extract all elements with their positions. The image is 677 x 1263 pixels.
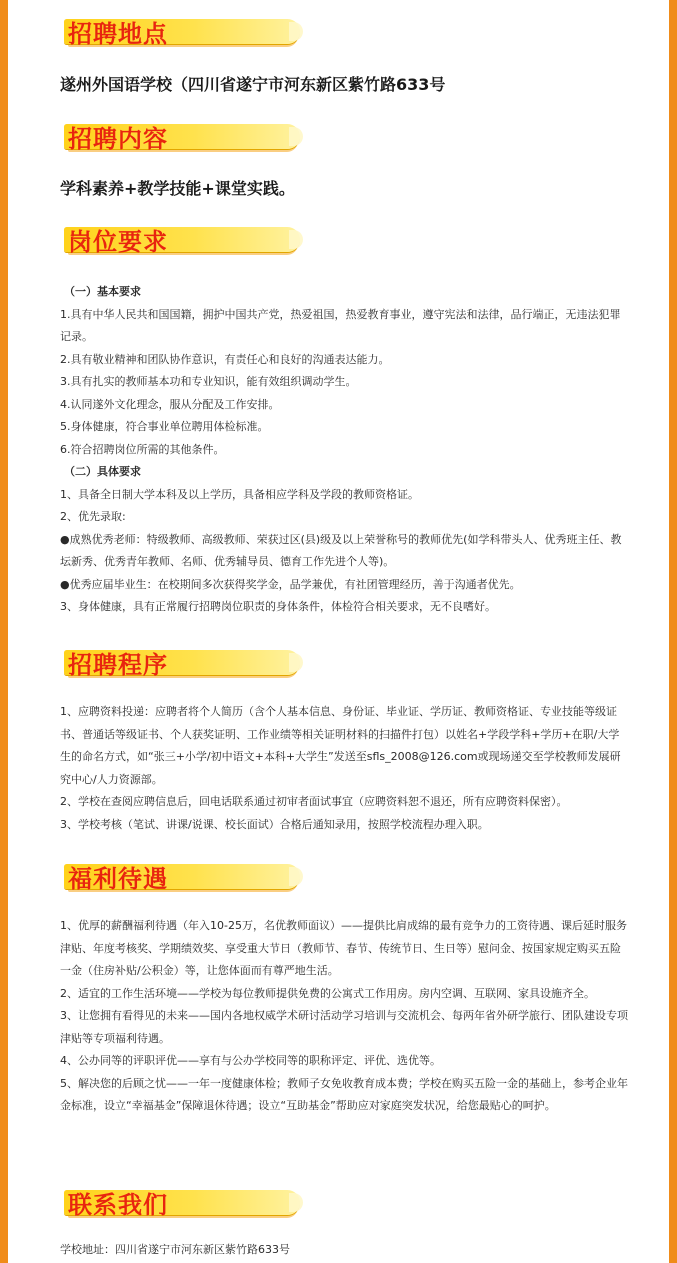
list-item: ●优秀应届毕业生：在校期间多次获得奖学金，品学兼优，有社团管理经历，善于沟通者优先。	[60, 577, 521, 591]
location-text: 遂州外国语学校（四川省遂宁市河东新区紫竹路633号	[60, 75, 446, 94]
subheading-specific: （二）具体要求	[64, 465, 141, 478]
list-item: 3、身体健康，具有正常履行招聘岗位职责的身体条件，体检符合相关要求，无不良嗜好。	[60, 600, 496, 613]
list-item: ●成熟优秀老师：特级教师、高级教师、荣获过区(县)级及以上荣誉称号的教师优先(如学科带头人、优秀班主任、教坛新秀、优秀青年教师、名师、优秀辅导员、德育工作先进个人等)。	[60, 532, 622, 568]
section-title: 联系我们	[68, 1191, 168, 1219]
list-item: 5.身体健康，符合事业单位聘用体检标准。	[60, 420, 269, 433]
section-banner-contact	[58, 1183, 302, 1221]
list-item: 1、具备全日制大学本科及以上学历，具备相应学科及学段的教师资格证。	[60, 487, 419, 501]
section-banner-benefits	[58, 857, 302, 895]
section-title: 招聘地点	[68, 20, 168, 48]
list-item: 6.符合招聘岗位所需的其他条件。	[60, 442, 225, 456]
list-item: 2、学校在查阅应聘信息后，回电话联系通过初审者面试事宜（应聘资料恕不退还，所有应聘资料保密）。	[60, 795, 568, 808]
benefits-body	[60, 915, 630, 1118]
list-item: 2、适宜的工作生活环境——学校为每位教师提供免费的公寓式工作用房。房内空调、互联网、家具设施齐全。	[60, 986, 595, 1000]
list-item: 5、解决您的后顾之忧——一年一度健康体检；教师子女免收教育成本费；学校在购买五险一金的基础上，参考企业年金标准，设立“幸福基金”保障退休待遇；设立“互助基金”帮助应对家庭突发状况，给您最贴心的呵护。	[60, 1076, 628, 1112]
section-banner-location	[58, 12, 302, 50]
section-title: 招聘程序	[68, 651, 168, 679]
page-border-left	[0, 0, 8, 1263]
subheading-basic: （一）基本要求	[64, 285, 141, 298]
section-banner-requirements	[58, 220, 302, 258]
section-title: 招聘内容	[68, 125, 168, 153]
list-item: 2.具有敬业精神和团队协作意识，有责任心和良好的沟通表达能力。	[60, 352, 390, 366]
list-item: 2、优先录取:	[60, 510, 126, 523]
list-item: 3、让您拥有看得见的未来——国内各地权威学术研讨活动学习培训与交流机会、每两年省外研学旅行、团队建设专项津贴等专项福利待遇。	[60, 1009, 628, 1045]
content-text: 学科素养+教学技能+课堂实践。	[60, 179, 295, 198]
list-item: 3.具有扎实的教师基本功和专业知识，能有效组织调动学生。	[60, 375, 357, 388]
list-item: 1.具有中华人民共和国国籍，拥护中国共产党，热爱祖国，热爱教育事业，遵守宪法和法律，品行端正，无违法犯罪记录。	[60, 307, 621, 343]
recruitment-article	[8, 0, 669, 1263]
list-item: 4.认同遂外文化理念，服从分配及工作安排。	[60, 397, 280, 411]
list-item: 4、公办同等的评职评优——享有与公办学校同等的职称评定、评优、选优等。	[60, 1054, 441, 1067]
list-item: 1、应聘资料投递：应聘者将个人简历（含个人基本信息、身份证、毕业证、学历证、教师资格证、专业技能等级证书、普通话等级证书、个人获奖证明、工作业绩等相关证明材料的扫描件打包）以姓名+学段学科+学历+在职/大学生的命名方式，如“张三+小学/初中语文+本科+大学生”发送至sfls_2008@126.com或现场递交至学校教师发展研究中心/人力资源部。	[60, 705, 621, 786]
section-title: 岗位要求	[68, 228, 168, 256]
section-banner-content	[58, 117, 302, 155]
section-title: 福利待遇	[68, 865, 168, 893]
school-address: 学校地址：四川省遂宁市河东新区紫竹路633号	[60, 1243, 290, 1256]
list-item: 1、优厚的薪酬福利待遇（年入10-25万，名优教师面议）——提供比肩成绵的最有竞争力的工资待遇、课后延时服务津贴、年度考核奖、学期绩效奖、享受重大节日（教师节、春节、传统节日、生日等）慰问金、按国家规定购买五险一金（住房补贴/公积金）等，让您体面而有尊严地生活。	[60, 919, 627, 977]
requirements-body	[60, 281, 630, 619]
list-item: 3、学校考核（笔试、讲课/说课、校长面试）合格后通知录用，按照学校流程办理入职。	[60, 817, 489, 831]
section-banner-procedure	[58, 643, 302, 681]
procedure-body	[60, 701, 630, 836]
page-border-right	[669, 0, 677, 1263]
